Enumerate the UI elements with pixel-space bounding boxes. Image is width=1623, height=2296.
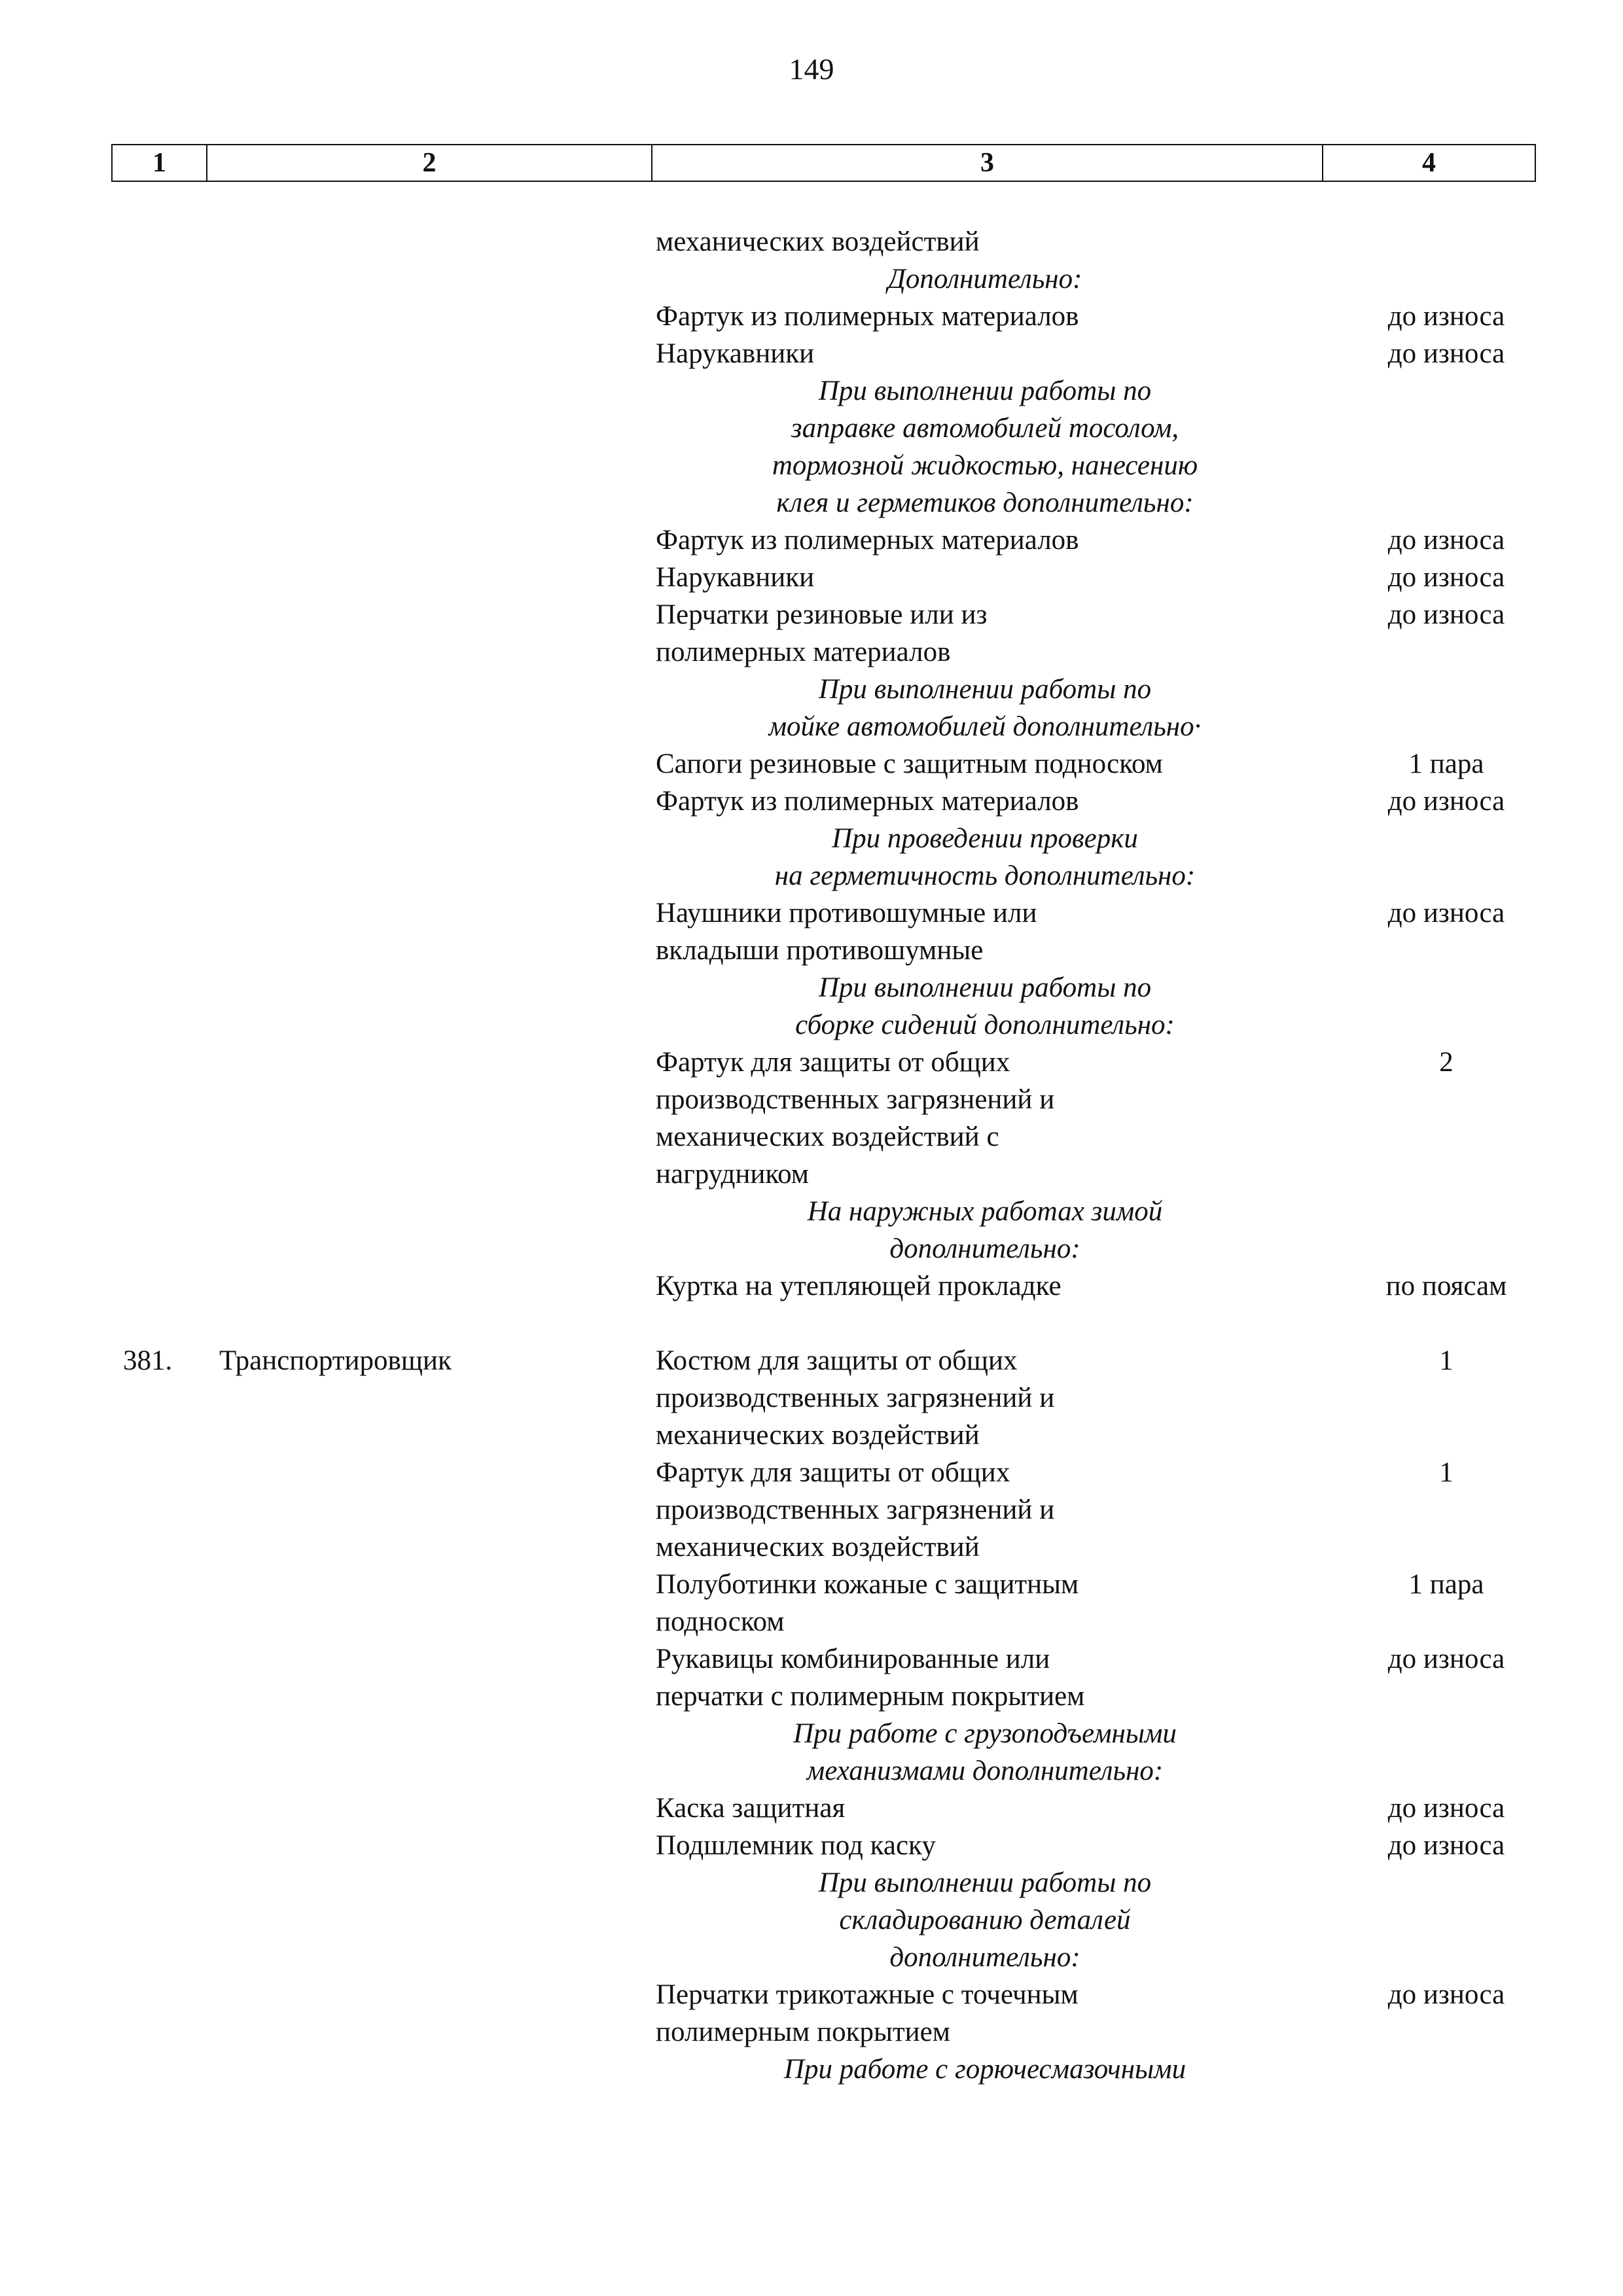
item-line: механических воздействий	[656, 226, 980, 257]
norm-value: до износа	[1387, 1979, 1505, 2010]
condition-heading: дополнительно:	[889, 1942, 1080, 1973]
item-line: подноском	[656, 1606, 785, 1637]
condition-heading: сборке сидений дополнительно:	[795, 1010, 1175, 1040]
item-line: механических воздействий	[656, 1532, 980, 1563]
item-line: производственных загрязнений и	[656, 1494, 1055, 1525]
norm-value: 1	[1439, 1345, 1454, 1376]
item-line: механических воздействий с	[656, 1122, 999, 1152]
condition-heading: мойке автомобилей дополнительно·	[768, 711, 1202, 742]
condition-heading: При выполнении работы по	[818, 674, 1152, 705]
profession-name: Транспортировщик	[219, 1345, 452, 1376]
condition-heading: При выполнении работы по	[818, 972, 1152, 1003]
item-line: Рукавицы комбинированные или	[656, 1644, 1050, 1674]
norm-value: до износа	[1387, 301, 1505, 332]
item-line: Перчатки трикотажные с точечным	[656, 1979, 1079, 2010]
item-line: механических воздействий	[656, 1420, 980, 1451]
item-line: полимерных материалов	[656, 637, 951, 667]
condition-heading: На наружных работах зимой	[807, 1196, 1163, 1227]
item-line: Сапоги резиновые с защитным подноском	[656, 749, 1163, 779]
condition-heading: При работе с грузоподъемными	[793, 1718, 1177, 1749]
item-line: Перчатки резиновые или из	[656, 599, 988, 630]
item-line: вкладыши противошумные	[656, 935, 984, 966]
norm-value: до износа	[1387, 338, 1505, 369]
item-line: Полуботинки кожаные с защитным	[656, 1569, 1079, 1600]
entry-number: 381.	[123, 1345, 173, 1376]
norm-value: 1 пара	[1408, 749, 1484, 779]
norm-value: до износа	[1387, 898, 1505, 928]
item-line: Фартук из полимерных материалов	[656, 525, 1079, 556]
item-line: Костюм для защиты от общих	[656, 1345, 1018, 1376]
condition-heading: на герметичность дополнительно:	[774, 860, 1196, 891]
condition-heading: Дополнительно:	[887, 264, 1082, 294]
item-line: Фартук для защиты от общих	[656, 1457, 1010, 1488]
item-line: Фартук из полимерных материалов	[656, 301, 1079, 332]
condition-heading: тормозной жидкостью, нанесению	[772, 450, 1198, 481]
item-line: Нарукавники	[656, 338, 815, 369]
item-line: Фартук для защиты от общих	[656, 1047, 1010, 1078]
condition-heading: клея и герметиков дополнительно:	[776, 487, 1194, 518]
condition-heading: При выполнении работы по	[818, 1867, 1152, 1898]
condition-heading: При выполнении работы по	[818, 376, 1152, 406]
item-line: Куртка на утепляющей прокладке	[656, 1271, 1061, 1301]
page-number: 149	[789, 52, 834, 86]
item-line: производственных загрязнений и	[656, 1084, 1055, 1115]
norm-value: 2	[1439, 1047, 1454, 1078]
condition-heading: заправке автомобилей тосолом,	[791, 413, 1179, 444]
column-header-2: 2	[207, 145, 652, 181]
condition-heading: При работе с горючесмазочными	[783, 2054, 1186, 2085]
item-line: производственных загрязнений и	[656, 1383, 1055, 1413]
norm-value: до износа	[1387, 599, 1505, 630]
condition-heading: дополнительно:	[889, 1233, 1080, 1264]
norm-value: 1	[1439, 1457, 1454, 1488]
item-line: Каска защитная	[656, 1793, 846, 1824]
norm-value: до износа	[1387, 525, 1505, 556]
norm-value: до износа	[1387, 1644, 1505, 1674]
norm-value: 1 пара	[1408, 1569, 1484, 1600]
item-line: нагрудником	[656, 1159, 809, 1190]
norm-value: до износа	[1387, 562, 1505, 593]
column-header-1: 1	[112, 145, 207, 181]
item-line: Фартук из полимерных материалов	[656, 786, 1079, 817]
column-header-4: 4	[1323, 145, 1535, 181]
item-line: перчатки с полимерным покрытием	[656, 1681, 1085, 1712]
item-line: Наушники противошумные или	[656, 898, 1037, 928]
norm-value: до износа	[1387, 1830, 1505, 1861]
norm-value: до износа	[1387, 1793, 1505, 1824]
condition-heading: складированию деталей	[839, 1905, 1131, 1935]
item-line: Нарукавники	[656, 562, 815, 593]
condition-heading: механизмами дополнительно:	[806, 1756, 1164, 1786]
column-header-row	[111, 144, 1536, 182]
norm-value: по поясам	[1385, 1271, 1507, 1301]
condition-heading: При проведении проверки	[832, 823, 1138, 854]
item-line: полимерным покрытием	[656, 2017, 950, 2047]
norm-value: до износа	[1387, 786, 1505, 817]
item-line: Подшлемник под каску	[656, 1830, 936, 1861]
column-header-3: 3	[652, 145, 1323, 181]
